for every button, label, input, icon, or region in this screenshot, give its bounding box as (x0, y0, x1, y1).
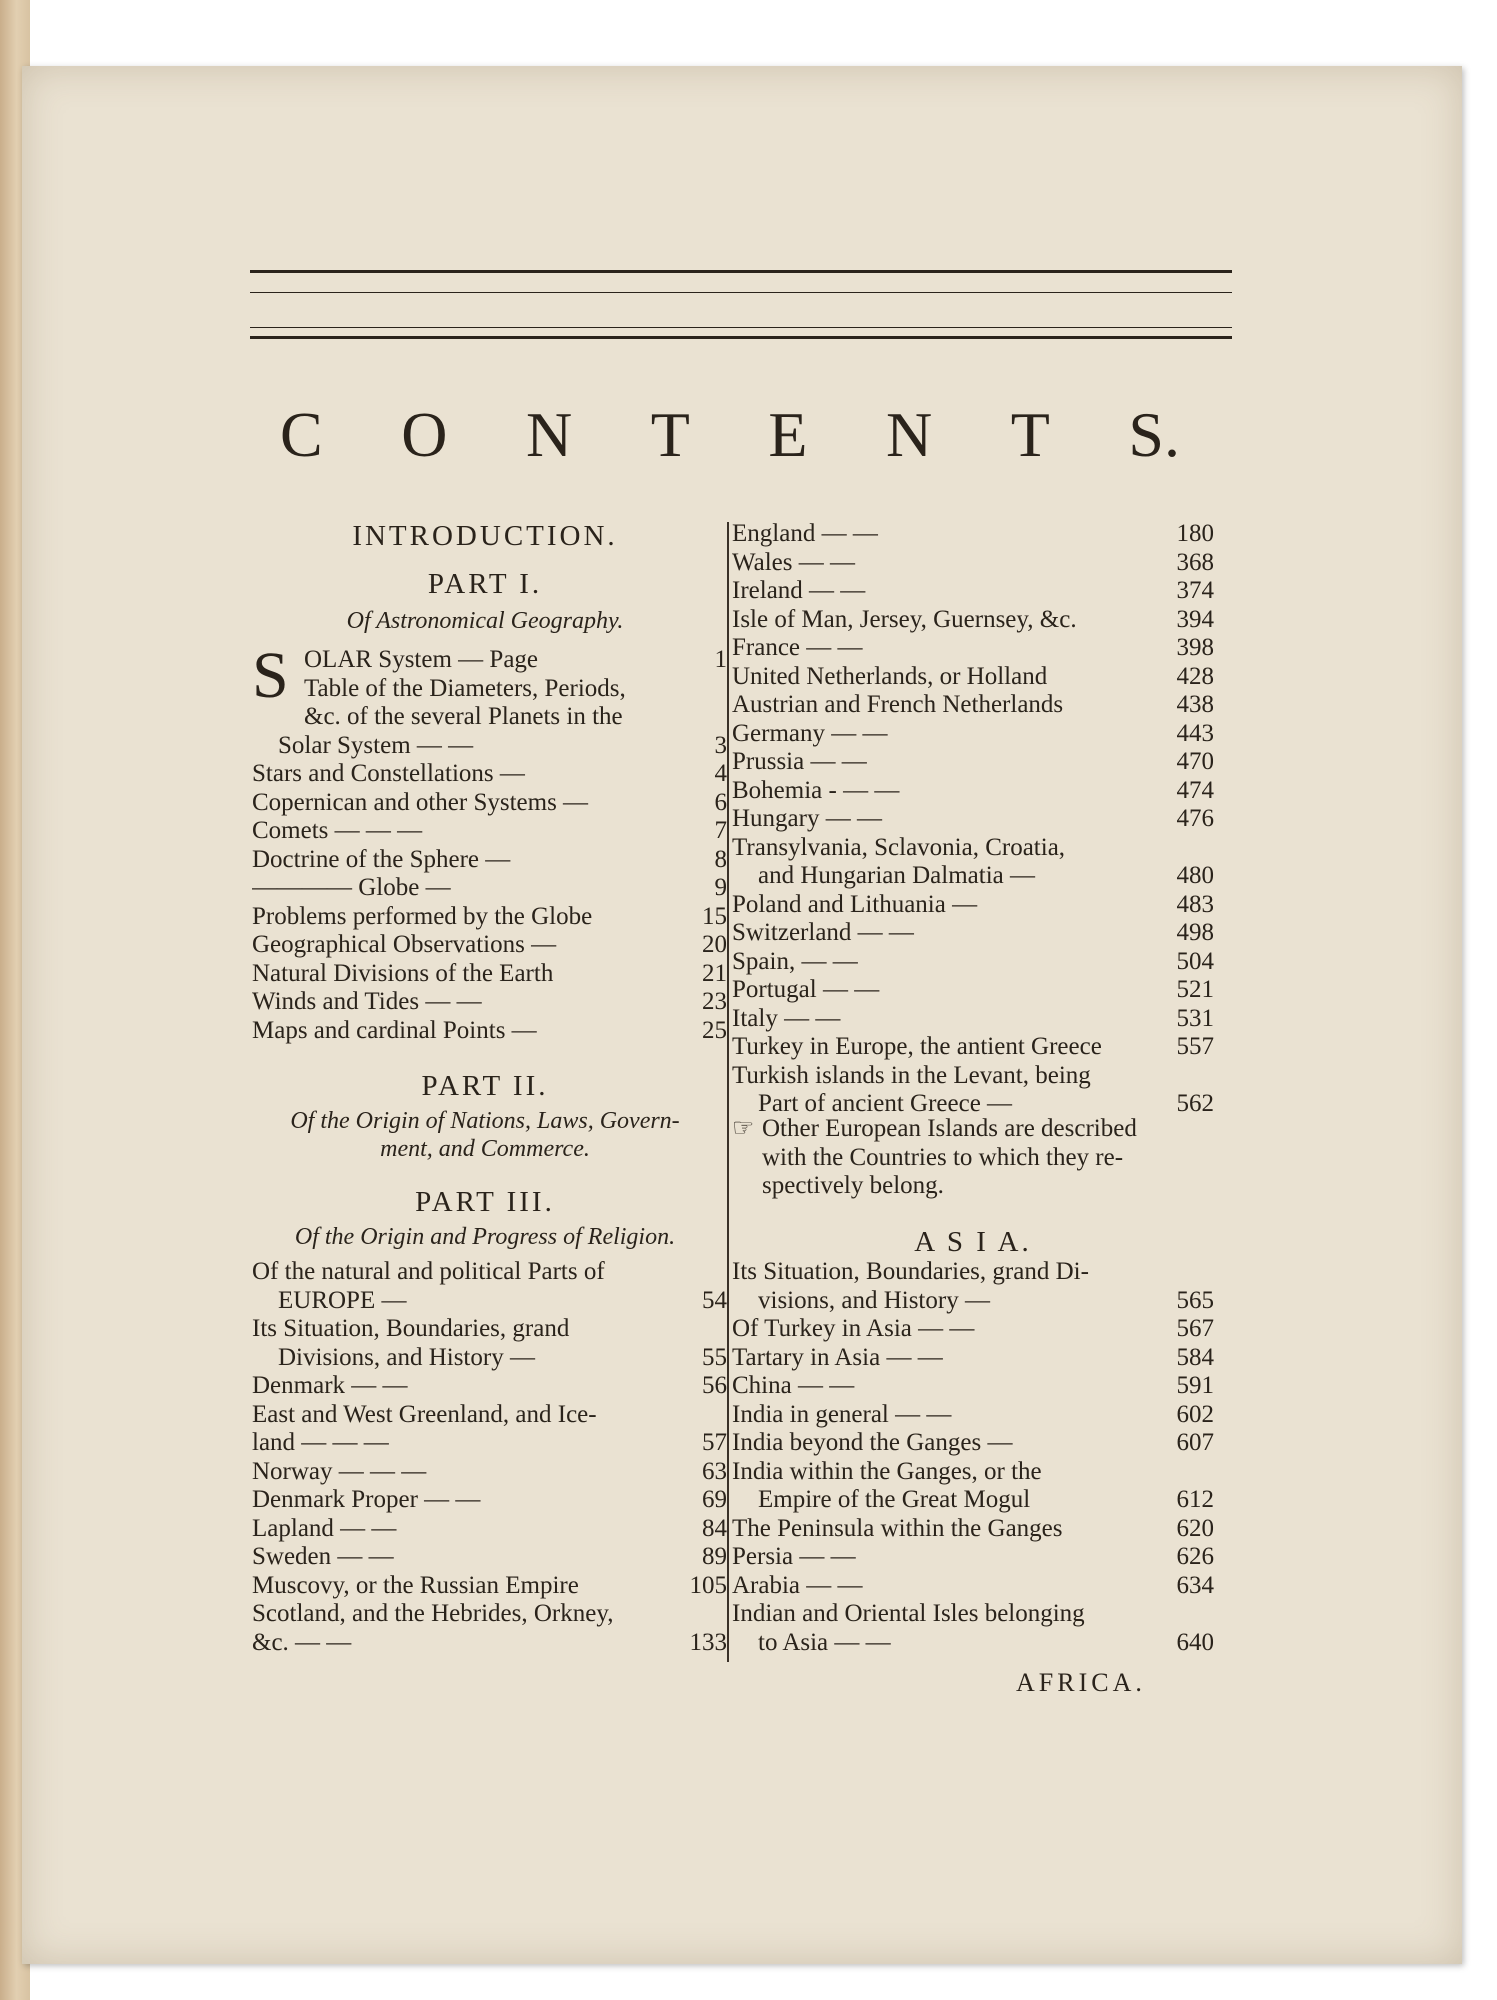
entry-label: ———— Globe — (252, 874, 451, 901)
entry-page-number: 3 (714, 731, 727, 759)
entry-label: Denmark — — (252, 1372, 408, 1399)
contents-entry (732, 1372, 1214, 1401)
entry-page-number: 20 (702, 931, 727, 958)
entry-page-number: 640 (1176, 1628, 1214, 1656)
right-contents-list-2 (732, 1258, 1214, 1657)
left-contents-list-1 (252, 639, 727, 1045)
entry-label: and Hungarian Dalmatia — (758, 862, 1035, 889)
entry-label: Winds and Tides — — (252, 988, 482, 1015)
contents-entry (732, 891, 1214, 920)
entry-label: The Peninsula within the Ganges (732, 1514, 1063, 1542)
note-line: with the Countries to which they re- (762, 1143, 1124, 1171)
asia-heading: A S I A. (914, 1226, 1032, 1258)
contents-entry (252, 1543, 727, 1572)
entry-label: EUROPE — (278, 1286, 407, 1314)
entry-page-number: 612 (1176, 1486, 1214, 1513)
entry-page-number (667, 1401, 727, 1430)
entry-page-number: 398 (1176, 634, 1214, 661)
entry-label: Prussia — — (732, 748, 867, 775)
contents-entry (252, 846, 727, 875)
note-line: spectively belong. (762, 1172, 944, 1199)
contents-entry (252, 646, 727, 675)
entry-page-number: 6 (714, 788, 727, 816)
entry-page-number: 4 (714, 760, 727, 787)
entry-label: Comets — — — (252, 817, 423, 844)
part2-heading: PART II. (421, 1070, 549, 1102)
entry-label: &c. of the several Planets in the (304, 703, 623, 730)
entry-label: to Asia — — (758, 1628, 891, 1656)
contents-entry (732, 691, 1214, 720)
page-title (280, 400, 1180, 470)
entry-label: China — — (732, 1372, 855, 1399)
contents-entry (252, 1458, 727, 1487)
contents-entry (732, 948, 1214, 977)
entry-page-number: 133 (689, 1628, 727, 1656)
entry-label: Switzerland — — (732, 919, 914, 946)
entry-label: Denmark Proper — — (252, 1486, 481, 1513)
entry-label: India within the Ganges, or the (732, 1457, 1042, 1485)
entry-page-number: 634 (1176, 1571, 1214, 1599)
entry-page-number (667, 703, 727, 732)
contents-entry (252, 1315, 727, 1344)
entry-label: Solar System — — (278, 731, 474, 759)
contents-entry (732, 1486, 1214, 1515)
contents-entry (732, 862, 1214, 891)
entry-page-number: 9 (714, 874, 727, 901)
entry-page-number: 591 (1176, 1372, 1214, 1399)
contents-entry (732, 1287, 1214, 1316)
entry-page-number: 483 (1176, 890, 1214, 918)
part1-heading: PART I. (427, 568, 543, 600)
entry-label: Natural Divisions of the Earth (252, 959, 554, 987)
entry-label: Spain, — — (732, 947, 858, 975)
entry-label: Tartary in Asia — — (732, 1343, 943, 1371)
entry-page-number (667, 1315, 727, 1344)
entry-page-number: 476 (1176, 805, 1214, 832)
contents-entry (732, 1062, 1214, 1091)
contents-entry (732, 1401, 1214, 1430)
contents-entry (732, 1629, 1214, 1658)
entry-page-number: 474 (1176, 776, 1214, 804)
contents-entry (252, 1429, 727, 1458)
contents-entry (252, 1629, 727, 1658)
title-letter: C (280, 399, 323, 470)
entry-page-number: 21 (702, 959, 727, 987)
contents-entry (732, 1315, 1214, 1344)
contents-entry (732, 805, 1214, 834)
entry-label: India beyond the Ganges — (732, 1429, 1013, 1456)
contents-entry (252, 1486, 727, 1515)
contents-entry (732, 1429, 1214, 1458)
entry-label: Lapland — — (252, 1514, 397, 1542)
right-contents-list-1 (732, 520, 1214, 1119)
entry-label: Copernican and other Systems — (252, 788, 589, 816)
contents-entry (252, 1515, 727, 1544)
contents-entry (732, 1458, 1214, 1487)
contents-entry (252, 988, 727, 1017)
contents-entry (732, 1543, 1214, 1572)
entry-label: United Netherlands, or Holland (732, 662, 1048, 690)
title-letter: O (401, 399, 448, 470)
entry-label: Scotland, and the Hebrides, Orkney, (252, 1600, 614, 1627)
contents-entry (732, 720, 1214, 749)
title-letter: E (768, 399, 808, 470)
introduction-heading: INTRODUCTION. (352, 520, 618, 552)
contents-entry (732, 606, 1214, 635)
contents-entry (252, 1017, 727, 1046)
contents-entry (732, 777, 1214, 806)
entry-page-number: 565 (1176, 1286, 1214, 1314)
second-double-rule (250, 336, 1232, 339)
contents-entry (252, 1287, 727, 1316)
entry-page-number (1154, 1600, 1214, 1629)
entry-label: Maps and cardinal Points — (252, 1016, 537, 1044)
part2-subtitle-line1: Of the Origin of Nations, Laws, Govern- (290, 1108, 680, 1134)
entry-label: Hungary — — (732, 805, 882, 832)
contents-entry (732, 663, 1214, 692)
entry-label: Bohemia - — — (732, 776, 900, 804)
contents-entry (252, 1344, 727, 1373)
entry-label: Empire of the Great Mogul (758, 1486, 1031, 1513)
entry-page-number: 374 (1176, 577, 1214, 604)
contents-entry (732, 520, 1214, 549)
catchword: AFRICA. (1016, 1668, 1146, 1697)
entry-label: Turkey in Europe, the antient Greece (732, 1033, 1102, 1060)
contents-entry (732, 1005, 1214, 1034)
entry-label: Norway — — — (252, 1457, 427, 1485)
entry-label: Transylvania, Sclavonia, Croatia, (732, 833, 1066, 861)
entry-page-number: 504 (1176, 947, 1214, 975)
entry-page-number: 557 (1176, 1033, 1214, 1060)
entry-label: Its Situation, Boundaries, grand Di- (732, 1258, 1089, 1285)
entry-label: Portugal — — (732, 976, 880, 1003)
entry-page-number: 63 (702, 1457, 727, 1485)
part1-subtitle: Of Astronomical Geography. (346, 608, 624, 634)
part3-heading: PART III. (415, 1186, 555, 1218)
entry-label: Its Situation, Boundaries, grand (252, 1315, 570, 1342)
european-islands-note (732, 1115, 1202, 1201)
entry-page-number: 15 (702, 902, 727, 930)
entry-page-number: 620 (1176, 1514, 1214, 1542)
contents-entry (252, 703, 727, 732)
contents-entry (252, 874, 727, 903)
pointing-hand-icon: ☞ (732, 1115, 755, 1142)
entry-label: Poland and Lithuania — (732, 890, 978, 918)
title-letter: S. (1128, 399, 1180, 470)
entry-label: Stars and Constellations — (252, 760, 525, 787)
contents-entry (732, 1572, 1214, 1601)
entry-page-number: 602 (1176, 1400, 1214, 1428)
contents-entry (252, 960, 727, 989)
contents-entry (252, 1372, 727, 1401)
entry-label: Persia — — (732, 1543, 856, 1570)
entry-page-number: 54 (702, 1286, 727, 1314)
contents-entry (252, 789, 727, 818)
entry-page-number (667, 1600, 727, 1629)
entry-page-number: 443 (1176, 719, 1214, 747)
entry-label: Problems performed by the Globe (252, 902, 593, 930)
contents-entry (732, 834, 1214, 863)
entry-label: OLAR System — Page (304, 646, 539, 673)
contents-entry (252, 931, 727, 960)
column-divider (727, 522, 729, 1662)
entry-label: Table of the Diameters, Periods, (304, 674, 626, 702)
entry-label: India in general — — (732, 1400, 952, 1428)
entry-page-number: 84 (702, 1514, 727, 1542)
contents-entry (732, 634, 1214, 663)
contents-entry (252, 817, 727, 846)
entry-page-number: 1 (714, 646, 727, 673)
contents-entry (732, 919, 1214, 948)
entry-page-number: 562 (1176, 1090, 1214, 1117)
entry-label: Indian and Oriental Isles belonging (732, 1600, 1085, 1627)
entry-label: Part of ancient Greece — (758, 1090, 1013, 1117)
entry-label: Turkish islands in the Levant, being (732, 1061, 1091, 1089)
entry-page-number: 567 (1176, 1315, 1214, 1342)
entry-label: England — — (732, 520, 878, 547)
top-double-rule (250, 270, 1232, 273)
entry-label: land — — — (252, 1429, 389, 1456)
entry-page-number: 56 (702, 1372, 727, 1399)
entry-page-number (1154, 1258, 1214, 1287)
entry-page-number (667, 1258, 727, 1287)
entry-page-number: 25 (702, 1016, 727, 1044)
entry-label: Of the natural and political Parts of (252, 1258, 605, 1285)
contents-entry (732, 1258, 1214, 1287)
entry-label: Isle of Man, Jersey, Guernsey, &c. (732, 605, 1077, 633)
title-letter: N (885, 399, 933, 470)
entry-page-number: 521 (1176, 976, 1214, 1003)
drop-cap: S (252, 639, 289, 712)
entry-page-number: 394 (1176, 605, 1214, 633)
entry-label: Italy — — (732, 1004, 841, 1032)
entry-page-number: 428 (1176, 662, 1214, 690)
part3-subtitle: Of the Origin and Progress of Religion. (294, 1224, 676, 1250)
entry-page-number: 180 (1176, 520, 1214, 547)
entry-label: visions, and History — (758, 1286, 990, 1314)
entry-page-number: 607 (1176, 1429, 1214, 1456)
entry-page-number: 57 (702, 1429, 727, 1456)
entry-page-number: 531 (1176, 1004, 1214, 1032)
entry-page-number: 480 (1176, 862, 1214, 889)
contents-entry (252, 732, 727, 761)
entry-page-number: 498 (1176, 919, 1214, 946)
second-double-rule-inner (250, 327, 1232, 328)
entry-label: Arabia — — (732, 1571, 863, 1599)
entry-page-number: 470 (1176, 748, 1214, 775)
entry-label: Geographical Observations — (252, 931, 557, 958)
entry-page-number: 55 (702, 1343, 727, 1371)
entry-label: &c. — — (252, 1628, 352, 1656)
entry-page-number: 89 (702, 1543, 727, 1570)
entry-label: East and West Greenland, and Ice- (252, 1400, 597, 1428)
title-letter: N (525, 399, 573, 470)
entry-page-number (1154, 1458, 1214, 1487)
contents-entry (732, 577, 1214, 606)
contents-entry (732, 1515, 1214, 1544)
contents-entry (732, 549, 1214, 578)
entry-label: Divisions, and History — (278, 1343, 535, 1371)
entry-page-number: 584 (1176, 1343, 1214, 1371)
entry-page-number: 368 (1176, 548, 1214, 576)
entry-page-number (667, 675, 727, 704)
contents-entry (732, 1600, 1214, 1629)
contents-entry (252, 1600, 727, 1629)
entry-page-number: 8 (714, 845, 727, 873)
contents-entry (732, 1033, 1214, 1062)
note-line: Other European Islands are described (762, 1115, 1137, 1142)
entry-label: Of Turkey in Asia — — (732, 1315, 975, 1342)
entry-label: Muscovy, or the Russian Empire (252, 1571, 579, 1599)
part2-subtitle-line2: ment, and Commerce. (380, 1136, 590, 1162)
contents-entry (252, 903, 727, 932)
top-double-rule-inner (250, 292, 1232, 293)
entry-page-number: 626 (1176, 1543, 1214, 1570)
contents-entry (252, 1401, 727, 1430)
contents-entry (732, 1344, 1214, 1373)
title-letter: T (1010, 399, 1050, 470)
contents-entry (252, 760, 727, 789)
entry-page-number: 105 (689, 1571, 727, 1599)
entry-label: Austrian and French Netherlands (732, 691, 1064, 718)
entry-page-number (1154, 1062, 1214, 1091)
entry-page-number: 7 (714, 817, 727, 844)
contents-entry (252, 1572, 727, 1601)
entry-label: Wales — — (732, 548, 855, 576)
entry-label: Doctrine of the Sphere — (252, 845, 511, 873)
contents-entry (252, 1258, 727, 1287)
entry-label: Ireland — — (732, 577, 866, 604)
title-letter: T (650, 399, 690, 470)
entry-page-number: 438 (1176, 691, 1214, 718)
contents-entry (732, 748, 1214, 777)
entry-label: France — — (732, 634, 863, 661)
contents-entry (252, 675, 727, 704)
contents-entry (732, 976, 1214, 1005)
entry-label: Germany — — (732, 719, 888, 747)
left-contents-list-2 (252, 1258, 727, 1657)
entry-label: Sweden — — (252, 1543, 394, 1570)
entry-page-number: 69 (702, 1486, 727, 1513)
entry-page-number (1154, 834, 1214, 863)
entry-page-number: 23 (702, 988, 727, 1015)
